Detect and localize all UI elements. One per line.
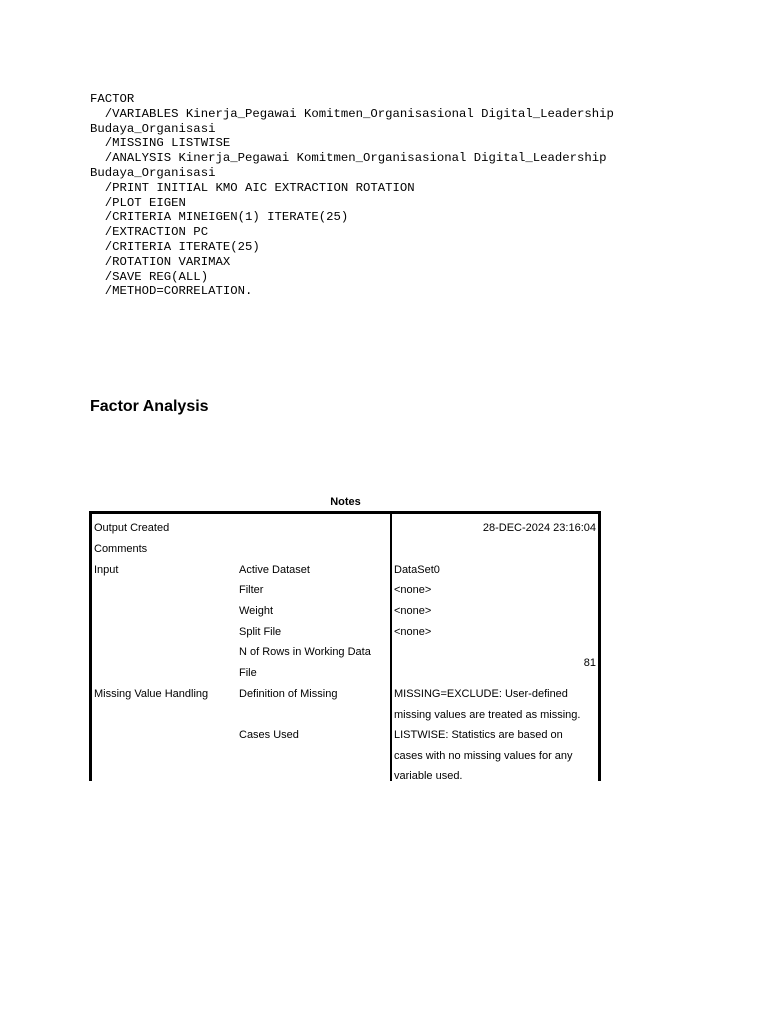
filter-label: Filter: [239, 584, 264, 596]
column-divider: [390, 514, 392, 781]
syntax-line: /VARIABLES Kinerja_Pegawai Komitmen_Organisasional Digital_Leadership: [90, 106, 614, 121]
syntax-line: /CRITERIA ITERATE(25): [90, 239, 260, 254]
output-created-label: Output Created: [94, 522, 170, 534]
output-created-value: 28-DEC-2024 23:16:04: [482, 522, 596, 534]
syntax-line: /MISSING LISTWISE: [90, 136, 231, 151]
syntax-block: [90, 92, 614, 299]
definition-of-missing-value: MISSING=EXCLUDE: User-defined missing values are treated as missing.: [394, 688, 581, 721]
notes-table: [89, 511, 601, 781]
filter-value: <none>: [394, 584, 432, 596]
section-title: Factor Analysis: [90, 398, 209, 415]
split-file-label: Split File: [239, 626, 282, 638]
syntax-line: Budaya_Organisasi: [90, 121, 216, 136]
syntax-line: /ANALYSIS Kinerja_Pegawai Komitmen_Organisasional Digital_Leadership: [90, 151, 607, 166]
cases-used-label: Cases Used: [239, 729, 299, 741]
syntax-line: /CRITERIA MINEIGEN(1) ITERATE(25): [90, 210, 349, 225]
weight-label: Weight: [239, 605, 274, 617]
missing-value-handling-label: Missing Value Handling: [94, 688, 209, 700]
syntax-line: /PRINT INITIAL KMO AIC EXTRACTION ROTATION: [90, 180, 415, 195]
weight-value: <none>: [394, 605, 432, 617]
syntax-line: /ROTATION VARIMAX: [90, 254, 231, 269]
split-file-value: <none>: [394, 626, 432, 638]
n-rows-label: N of Rows in Working Data File: [239, 646, 371, 679]
syntax-line: /PLOT EIGEN: [90, 195, 186, 210]
active-dataset-label: Active Dataset: [239, 564, 310, 576]
syntax-line: /SAVE REG(ALL): [90, 269, 209, 284]
comments-label: Comments: [94, 543, 148, 555]
syntax-line: /METHOD=CORRELATION.: [90, 284, 253, 299]
definition-of-missing-label: Definition of Missing: [239, 688, 338, 700]
input-label: Input: [94, 564, 119, 576]
syntax-line: Budaya_Organisasi: [90, 165, 216, 180]
cases-used-value: LISTWISE: Statistics are based on cases with no missing values for any variable used.: [394, 729, 573, 781]
notes-table-caption: Notes: [330, 496, 361, 508]
syntax-line: FACTOR: [90, 92, 135, 106]
active-dataset-value: DataSet0: [394, 564, 440, 576]
n-rows-value: 81: [583, 657, 596, 669]
syntax-line: /EXTRACTION PC: [90, 225, 209, 240]
